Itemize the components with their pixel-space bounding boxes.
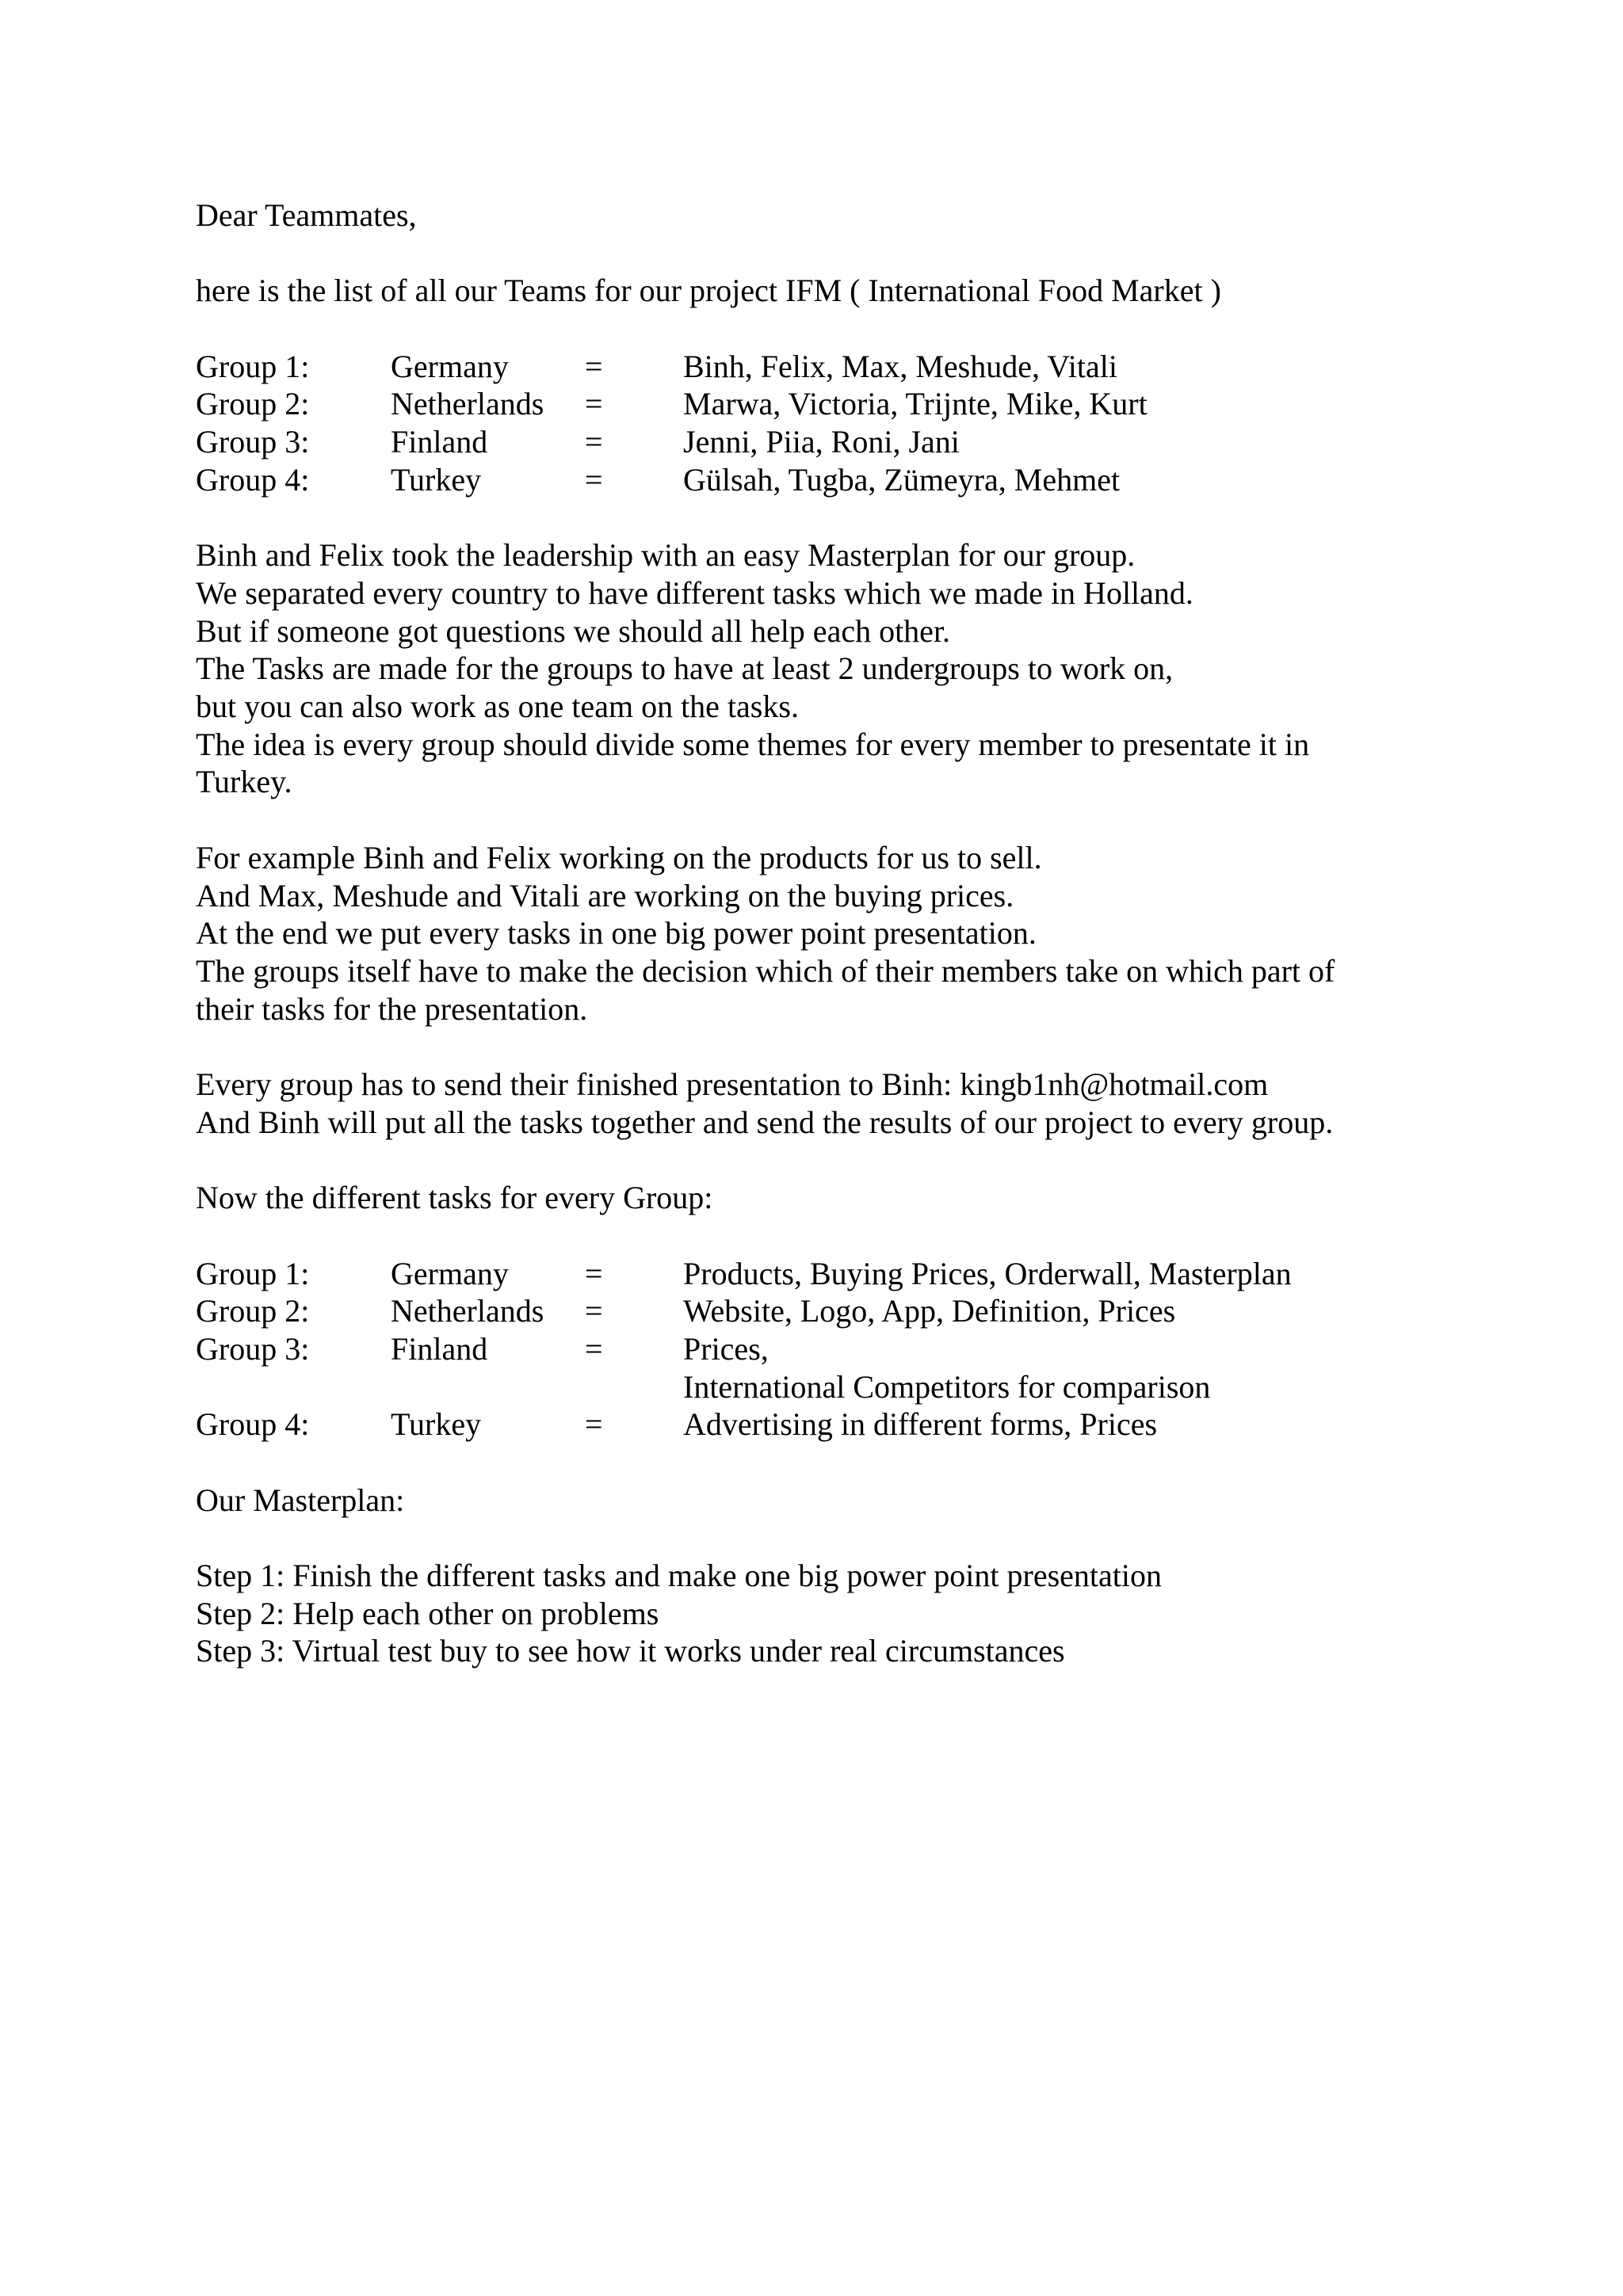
group-label: Group 3: [196,424,310,460]
equals-sign: = [585,1330,603,1367]
group-label: Group 1: [196,348,310,384]
equals-sign: = [585,424,603,460]
step-item: Step 2: Help each other on problems [196,1595,659,1631]
masterplan-steps [196,1557,1432,1670]
submission-paragraph [196,1066,1432,1141]
country-label: Germany [391,1255,509,1291]
paragraph-line: The idea is every group should divide some themes for every member to presentate it in [196,726,1310,762]
team-members: Gülsah, Tugba, Zümeyra, Mehmet [683,461,1121,498]
team-row [196,348,1432,386]
team-row [196,461,1432,499]
team-members: Binh, Felix, Max, Meshude, Vitali [683,348,1117,384]
letter-body [196,196,1432,1670]
team-members: Marwa, Victoria, Trijnte, Mike, Kurt [683,386,1148,422]
team-members: Jenni, Piia, Roni, Jani [683,424,960,460]
tasks-table [196,1255,1432,1444]
paragraph-line: The Tasks are made for the groups to have at least 2 undergroups to work on, [196,650,1174,687]
leadership-paragraph [196,536,1432,801]
task-row [196,1368,1432,1406]
equals-sign: = [585,1406,603,1443]
masterplan-title: Our Masterplan: [196,1482,405,1518]
country-label: Germany [391,348,509,384]
group-label: Group 4: [196,461,310,498]
spacer [196,1217,1432,1255]
equals-sign: = [585,386,603,422]
paragraph-line: Turkey. [196,764,292,800]
task-row [196,1405,1432,1444]
country-label: Turkey [391,1406,482,1443]
example-paragraph [196,839,1432,1028]
paragraph-line: their tasks for the presentation. [196,990,588,1027]
group-tasks: International Competitors for comparison [683,1368,1211,1405]
spacer [196,1141,1432,1179]
spacer [196,1519,1432,1557]
teams-table [196,348,1432,499]
group-tasks: Advertising in different forms, Prices [683,1406,1158,1443]
group-tasks: Products, Buying Prices, Orderwall, Masterplan [683,1255,1292,1291]
spacer [196,1028,1432,1066]
spacer [196,235,1432,273]
group-tasks: Website, Logo, App, Definition, Prices [683,1293,1176,1329]
task-row [196,1255,1432,1293]
paragraph-line: And Max, Meshude and Vitali are working on the buying prices. [196,877,1014,913]
greeting: Dear Teammates, [196,197,417,233]
country-label: Netherlands [391,1293,544,1329]
paragraph-line: but you can also work as one team on the tasks. [196,688,799,725]
country-label: Finland [391,424,488,460]
spacer [196,499,1432,537]
paragraph-line: We separated every country to have different tasks which we made in Holland. [196,574,1193,611]
tasks-intro: Now the different tasks for every Group: [196,1180,713,1216]
step-item: Step 3: Virtual test buy to see how it works under real circumstances [196,1633,1065,1669]
country-label: Turkey [391,461,482,498]
paragraph-line: But if someone got questions we should all help each other. [196,612,951,649]
paragraph-line: The groups itself have to make the decision which of their members take on which part of [196,952,1335,989]
paragraph-line: Binh and Felix took the leadership with an easy Masterplan for our group. [196,537,1136,574]
spacer [196,1444,1432,1482]
group-label: Group 1: [196,1255,310,1291]
group-label: Group 2: [196,1293,310,1329]
group-tasks: Prices, [683,1330,769,1367]
paragraph-line: For example Binh and Felix working on the products for us to sell. [196,839,1042,875]
equals-sign: = [585,348,603,384]
paragraph-line: Every group has to send their finished presentation to Binh: kingb1nh@hotmail.com [196,1066,1269,1103]
step-item: Step 1: Finish the different tasks and make one big power point presentation [196,1558,1163,1594]
team-row [196,423,1432,461]
country-label: Finland [391,1330,488,1367]
spacer [196,801,1432,839]
equals-sign: = [585,1293,603,1329]
group-label: Group 3: [196,1330,310,1367]
group-label: Group 4: [196,1406,310,1443]
group-label: Group 2: [196,386,310,422]
intro-text: here is the list of all our Teams for our project IFM ( International Food Market ) [196,273,1221,309]
task-row [196,1330,1432,1368]
paragraph-line: At the end we put every tasks in one big power point presentation. [196,915,1037,952]
paragraph-line: And Binh will put all the tasks together and send the results of our project to every group. [196,1104,1334,1140]
country-label: Netherlands [391,386,544,422]
spacer [196,310,1432,348]
task-row [196,1292,1432,1330]
equals-sign: = [585,461,603,498]
team-row [196,385,1432,423]
equals-sign: = [585,1255,603,1291]
